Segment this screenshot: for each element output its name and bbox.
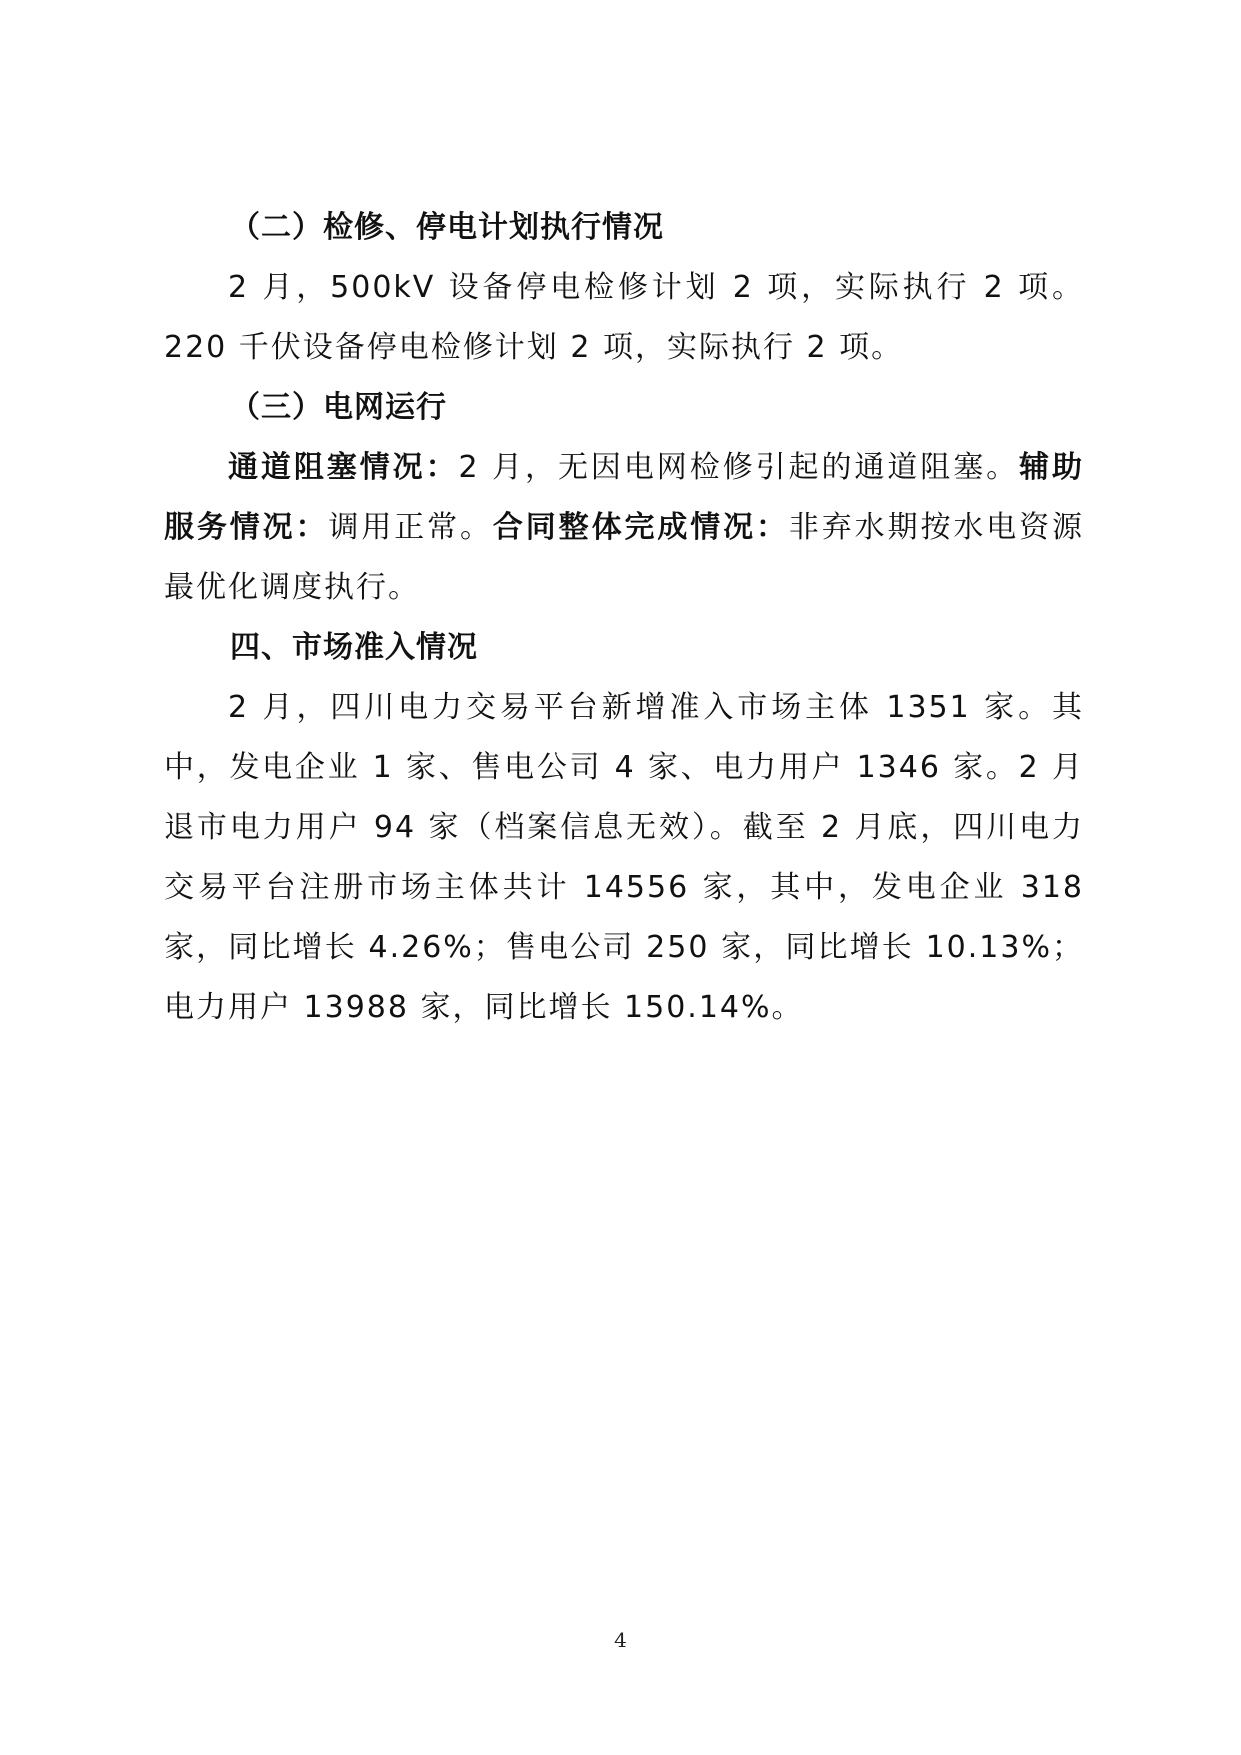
document-body [164,198,1084,1038]
section-heading-grid-operation: （三）电网运行 [230,390,447,425]
text-ancillary-services: 调用正常。 [328,510,493,545]
label-channel-congestion: 通道阻塞情况： [228,450,459,485]
paragraph-market-access: 2 月，四川电力交易平台新增准入市场主体 1351 家。其中，发电企业 1 家、售电公司 4 家、电力用户 1346 家。2 月退市电力用户 94 家（档案信息无效）。截至 2 月底，四川电力交易平台注册市场主体共计 14556 家，其中，发电企业 318 家，同比增长 4.26%；售电公司 250 家，同比增长 10.13%；电力用户 13988 家，同比增长 150.14%。 [164,690,1084,1025]
label-contract-completion: 合同整体完成情况： [492,510,789,545]
section-heading-maintenance: （二）检修、停电计划执行情况 [230,210,664,245]
label-ancillary-services: 辅助服务情况： [164,450,1085,545]
paragraph-maintenance: 2 月，500kV 设备停电检修计划 2 项，实际执行 2 项。220 千伏设备停电检修计划 2 项，实际执行 2 项。 [164,270,1084,365]
paragraph-grid-operation [164,438,1084,618]
page-number: 4 [614,1628,627,1652]
section-heading-market-access: 四、市场准入情况 [230,630,478,665]
text-contract-completion: 非弃水期按水电资源最优化调度执行。 [164,510,1085,605]
text-channel-congestion: 2 月，无因电网检修引起的通道阻塞。 [458,450,1020,485]
